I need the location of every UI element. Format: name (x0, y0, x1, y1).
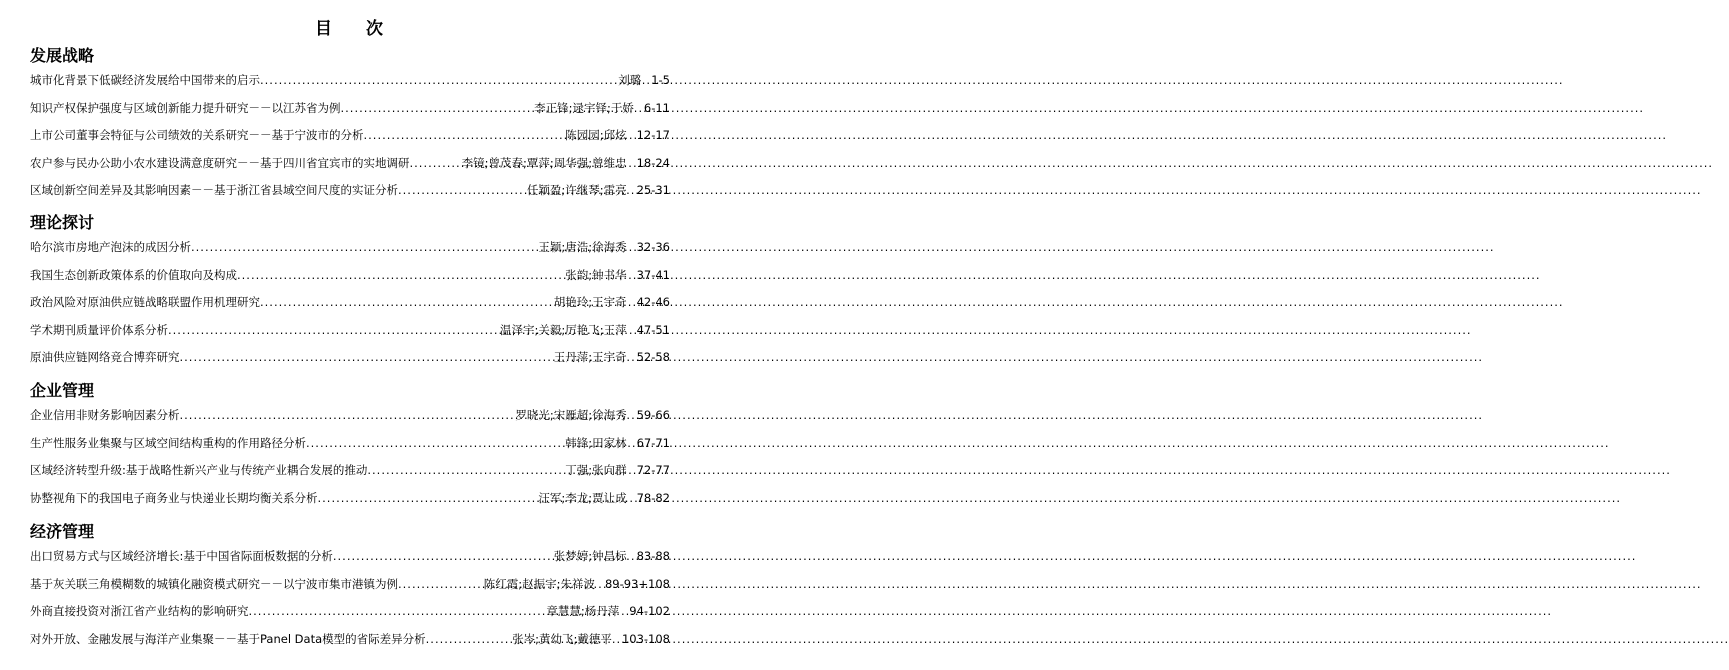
entry-pages: 72-77 (636, 463, 670, 477)
entry-pages: 25-31 (636, 183, 670, 197)
entry-authors: 张岑;黄幼飞;戴德平 (512, 631, 612, 646)
dot-leader (180, 344, 552, 372)
entry-authors: 王颖;唐浩;徐海秀 (538, 240, 627, 254)
entry-title: 生产性服务业集聚与区域空间结构重构的作用路径分析 (30, 435, 306, 450)
toc-entry[interactable] (30, 598, 670, 626)
toc-entry[interactable] (30, 344, 670, 372)
entry-title: 原油供应链网络竞合博弈研究 (30, 350, 180, 364)
dot-leader (364, 122, 564, 150)
entry-pages: 12-17 (636, 128, 670, 142)
entry-pages: 52-58 (636, 350, 670, 364)
entry-authors: 胡艳玲;王宇奇 (553, 295, 627, 309)
toc-entry[interactable] (30, 626, 670, 654)
entry-pages: 59-66 (636, 408, 670, 422)
section-heading: 发展战略 (30, 46, 95, 65)
entry-pages: 83-88 (636, 549, 670, 563)
entry-title: 上市公司董事会特征与公司绩效的关系研究－－基于宁波市的分析 (30, 128, 364, 142)
entry-title: 区域经济转型升级:基于战略性新兴产业与传统产业耦合发展的推动 (30, 463, 368, 477)
entry-authors: 韩锋;田家林 (565, 435, 627, 450)
entry-authors: 王丹萍;王宇奇 (553, 350, 627, 364)
toc-entry[interactable] (30, 234, 670, 262)
toc-entry[interactable] (30, 571, 670, 599)
entry-title: 基于灰关联三角模糊数的城镇化融资模式研究－－以宁波市集市港镇为例 (30, 576, 398, 591)
dot-leader (168, 317, 498, 345)
entry-pages: 67-71 (636, 435, 670, 450)
entry-pages: 6-11 (643, 100, 670, 115)
toc-entry[interactable] (30, 177, 670, 205)
entry-pages: 94-102 (629, 604, 670, 618)
entry-title: 协整视角下的我国电子商务业与快递业长期均衡关系分析 (30, 490, 318, 505)
toc-entry[interactable] (30, 485, 670, 513)
section-heading: 理论探讨 (30, 213, 95, 232)
entry-title: 农户参与民办公助小农水建设满意度研究－－基于四川省宜宾市的实地调研 (30, 155, 410, 170)
entry-pages: 78-82 (636, 490, 670, 505)
entry-authors: 张梦婷;钟昌标 (553, 549, 627, 563)
entry-authors: 陈园园;邱炫 (565, 128, 627, 142)
toc-section-theory-discussion (30, 212, 670, 372)
dot-leader (410, 150, 460, 178)
toc-entry[interactable] (30, 317, 670, 345)
entry-title: 城市化背景下低碳经济发展给中国带来的启示 (30, 73, 260, 87)
entry-pages: 32-36 (636, 240, 670, 254)
entry-authors: 李正锋;逯宇铎;于娇 (534, 100, 634, 115)
toc-title: 目 次 (315, 19, 397, 39)
toc-entry[interactable] (30, 150, 670, 178)
entry-title: 政治风险对原油供应链战略联盟作用机理研究 (30, 295, 260, 309)
dot-leader (318, 485, 537, 513)
dot-leader (341, 95, 533, 123)
toc-entry[interactable] (30, 95, 670, 123)
entry-title: 学术期刊质量评价体系分析 (30, 322, 168, 337)
dot-leader (398, 177, 525, 205)
toc-page (0, 0, 698, 670)
dot-leader (398, 571, 482, 599)
entry-pages: 47-51 (636, 322, 670, 337)
dot-leader (180, 402, 514, 430)
dot-leader (191, 234, 536, 262)
entry-pages: 89-93+108 (604, 576, 670, 591)
dot-leader (260, 289, 552, 317)
entry-title: 外商直接投资对浙江省产业结构的影响研究 (30, 604, 249, 618)
section-heading: 经济管理 (30, 522, 95, 541)
entry-pages: 1-5 (651, 73, 670, 87)
section-heading: 企业管理 (30, 381, 95, 400)
dot-leader (426, 626, 511, 654)
dot-leader (306, 430, 563, 458)
toc-entry[interactable] (30, 402, 670, 430)
entry-title: 出口贸易方式与区域经济增长:基于中国省际面板数据的分析 (30, 549, 333, 563)
entry-authors: 张韵;钟书华 (565, 267, 627, 282)
entry-pages: 103-108 (621, 631, 670, 646)
toc-entry[interactable] (30, 430, 670, 458)
toc-entry[interactable] (30, 122, 670, 150)
entry-title: 区域创新空间差异及其影响因素－－基于浙江省县域空间尺度的实证分析 (30, 183, 398, 197)
entry-title: 知识产权保护强度与区域创新能力提升研究－－以江苏省为例 (30, 100, 341, 115)
entry-authors: 丁强;张向群 (565, 463, 627, 477)
toc-entry[interactable] (30, 457, 670, 485)
entry-authors: 章慧慧;杨丹萍 (546, 604, 620, 618)
toc-section-development-strategy (30, 45, 670, 205)
toc-entry[interactable] (30, 289, 670, 317)
dot-leader (237, 262, 563, 290)
entry-title: 我国生态创新政策体系的价值取向及构成 (30, 267, 237, 282)
dot-leader (333, 543, 552, 571)
entry-authors: 刘璐 (618, 73, 642, 87)
entry-title: 企业信用非财务影响因素分析 (30, 408, 180, 422)
toc-entry[interactable] (30, 262, 670, 290)
entry-authors: 任颖盈;许继琴;雷亮 (526, 183, 627, 197)
entry-title: 对外开放、金融发展与海洋产业集聚－－基于Panel Data模型的省际差异分析 (30, 631, 426, 646)
dot-leader (260, 67, 616, 95)
entry-authors: 罗晓光;宋雁超;徐海秀 (515, 408, 627, 422)
entry-authors: 温泽宇;关毅;厉艳飞;王萍 (499, 322, 627, 337)
toc-entry[interactable] (30, 543, 670, 571)
toc-entry[interactable] (30, 67, 670, 95)
toc-section-economic-management (30, 521, 670, 653)
entry-pages: 42-46 (636, 295, 670, 309)
entry-authors: 汪军;李龙;贾让成 (538, 490, 627, 505)
dot-leader (367, 457, 563, 485)
entry-authors: 李镜;曾茂春;覃萍;周华强;曾维忠 (461, 155, 627, 170)
entry-pages: 18-24 (636, 155, 670, 170)
toc-section-enterprise-management (30, 380, 670, 512)
entry-title: 哈尔滨市房地产泡沫的成因分析 (30, 240, 191, 254)
entry-pages: 37-41 (636, 267, 670, 282)
dot-leader (249, 598, 545, 626)
entry-authors: 陈红霞;赵振宇;朱祥波 (483, 576, 595, 591)
